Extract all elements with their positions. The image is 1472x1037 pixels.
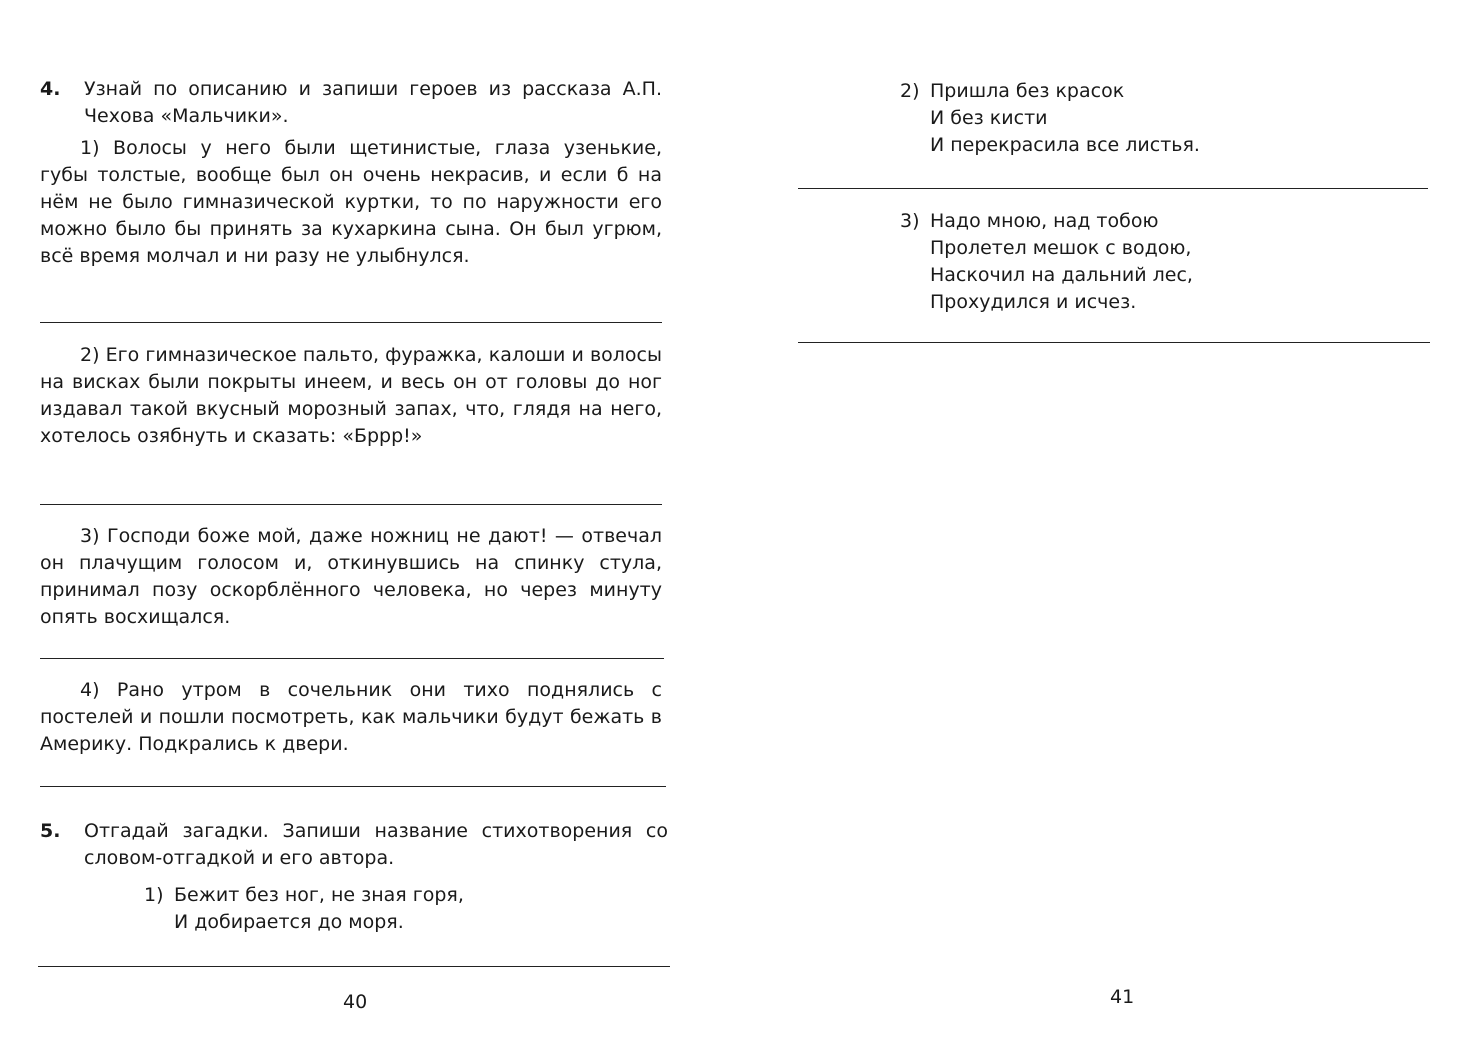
answer-line-riddle-2[interactable] xyxy=(798,188,1428,189)
riddle-line: Надо мною, над тобою xyxy=(930,210,1159,232)
riddle-line: И перекрасила все листья. xyxy=(930,134,1200,156)
task-4-item-3 xyxy=(40,523,662,631)
riddle-line: Наскочил на дальний лес, xyxy=(930,264,1193,286)
item-text: Его гимназическое пальто, фуражка, калоши и волосы на висках были покрыты инеем, и весь он от головы до ног издавал такой вкусный морозный запах, что, глядя на него, хотелось озябнуть и сказать: «Бррр!» xyxy=(40,344,663,447)
riddle-line: Бежит без ног, не зная горя, xyxy=(174,884,464,906)
riddle-label: 3) xyxy=(900,210,920,232)
page-number-right: 41 xyxy=(1110,986,1135,1008)
answer-line-5-1[interactable] xyxy=(38,966,670,967)
riddle-2 xyxy=(900,78,1200,159)
riddle-label: 1) xyxy=(144,884,164,906)
answer-line-4-4[interactable] xyxy=(40,786,666,787)
riddle-label: 2) xyxy=(900,80,920,102)
task-4-item-2 xyxy=(40,342,662,450)
task-4-title: Узнай по описанию и запиши героев из рассказа А.П. Чехова «Мальчики». xyxy=(84,78,662,127)
answer-line-4-2[interactable] xyxy=(40,504,662,505)
item-text: Рано утром в сочельник они тихо поднялись с постелей и пошли посмотреть, как мальчики будут бежать в Америку. Подкрались к двери. xyxy=(40,679,662,755)
task-4-number: 4. xyxy=(40,78,61,100)
task-4-header xyxy=(40,76,662,130)
task-5-number: 5. xyxy=(40,820,61,842)
answer-line-riddle-3[interactable] xyxy=(798,342,1430,343)
task-4-item-1 xyxy=(40,135,662,270)
item-label: 2) xyxy=(80,344,100,366)
task-4-item-4 xyxy=(40,677,662,758)
task-5-title: Отгадай загадки. Запиши название стихотворения со словом-отгадкой и его автора. xyxy=(84,820,668,869)
task-5-header xyxy=(40,818,668,872)
riddle-line: Пришла без красок xyxy=(930,80,1125,102)
riddle-line: Пролетел мешок с водою, xyxy=(930,237,1192,259)
item-label: 3) xyxy=(80,525,100,547)
item-label: 1) xyxy=(80,137,100,159)
riddle-line: Прохудился и исчез. xyxy=(930,291,1137,313)
riddle-line: И добирается до моря. xyxy=(174,911,404,933)
page-number-left: 40 xyxy=(343,991,368,1013)
answer-line-4-1[interactable] xyxy=(40,322,662,323)
riddle-3 xyxy=(900,208,1193,316)
item-text: Господи боже мой, даже ножниц не дают! — отвечал он плачущим голосом и, откинувшись на спинку стула, принимал позу оскорблённого человека, но через минуту опять восхищался. xyxy=(40,525,662,628)
item-text: Волосы у него были щетинистые, глаза узенькие, губы толстые, вообще был он очень некрасив, и если б на нём не было гимназической куртки, то по наружности его можно было бы принять за кухаркина сына. Он был угрюм, всё время молчал и ни разу не улыбнулся. xyxy=(40,137,662,267)
item-label: 4) xyxy=(80,679,100,701)
riddle-1 xyxy=(144,882,464,936)
answer-line-4-3[interactable] xyxy=(40,658,664,659)
right-page xyxy=(736,0,1472,1037)
riddle-line: И без кисти xyxy=(930,107,1048,129)
